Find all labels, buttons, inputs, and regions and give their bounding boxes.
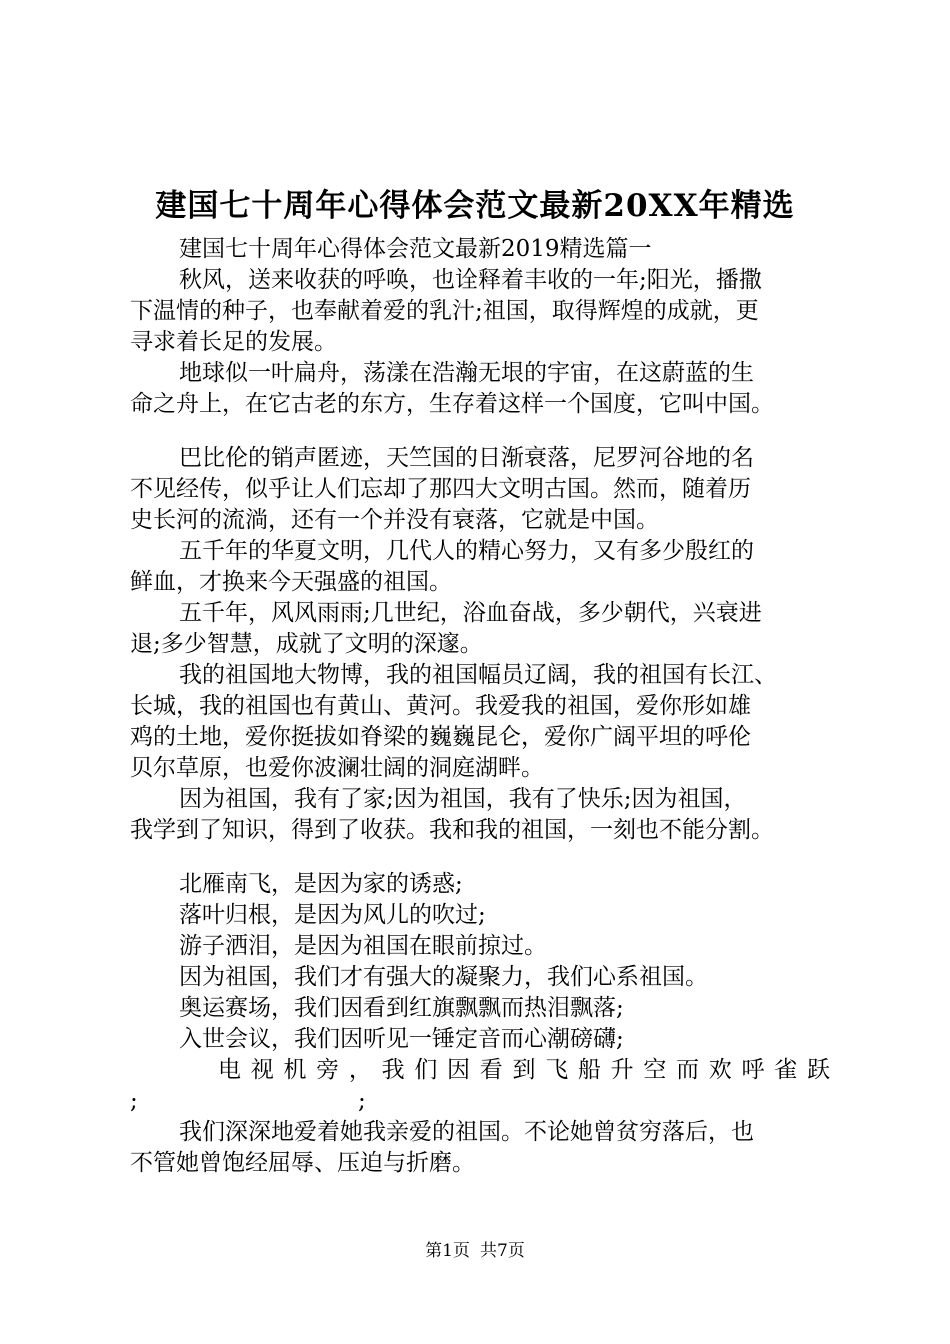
justified-char: 跃 xyxy=(806,1057,830,1083)
justified-char: 电 xyxy=(218,1057,241,1083)
justified-char: 我 xyxy=(381,1057,405,1083)
paragraph-line: 鸡的土地，爱你挺拔如脊梁的巍巍昆仑，爱你广阔平坦的呼伦 xyxy=(130,724,751,750)
paragraph-line: 寻求着长足的发展。 xyxy=(130,329,337,355)
semicolon: ; xyxy=(130,1088,138,1114)
justified-char: 看 xyxy=(479,1057,503,1083)
semicolon: ; xyxy=(358,1088,366,1114)
poem-line-justified xyxy=(130,1055,830,1086)
justified-char: 旁 xyxy=(316,1057,340,1083)
section-heading: 建国七十周年心得体会范文最新2019精选篇一 xyxy=(179,236,652,262)
paragraph-line: 五千年的华夏文明，几代人的精心努力，又有多少殷红的 xyxy=(179,538,754,564)
justified-char: 空 xyxy=(643,1057,667,1083)
paragraph-line: 退;多少智慧，成就了文明的深邃。 xyxy=(130,631,483,657)
justified-char: 欢 xyxy=(708,1057,732,1083)
paragraph-line: 地球似一叶扁舟，荡漾在浩瀚无垠的宇宙，在这蔚蓝的生 xyxy=(179,360,754,386)
paragraph-line: 巴比伦的销声匿迹，天竺国的日渐衰落，尼罗河谷地的名 xyxy=(179,445,754,471)
poem-line: 游子洒泪，是因为祖国在眼前掠过。 xyxy=(179,933,547,959)
justified-char: 雀 xyxy=(774,1057,798,1083)
justified-char: 升 xyxy=(610,1057,634,1083)
justified-char: 机 xyxy=(283,1057,307,1083)
paragraph-line: 命之舟上，在它古老的东方，生存着这样一个国度，它叫中国。 xyxy=(130,391,774,417)
paragraph-line: 史长河的流淌，还有一个并没有衰落，它就是中国。 xyxy=(130,507,659,533)
paragraph-line: 长城，我的祖国也有黄山、黄河。我爱我的祖国，爱你形如雄 xyxy=(130,693,751,719)
justified-char: 呼 xyxy=(741,1057,765,1083)
poem-line: 落叶归根，是因为风儿的吹过; xyxy=(179,902,486,928)
justified-char: 到 xyxy=(512,1057,536,1083)
paragraph-line: 五千年，风风雨雨;几世纪，浴血奋战，多少朝代，兴衰进 xyxy=(179,600,762,626)
paragraph-line: 秋风，送来收获的呼唤，也诠释着丰收的一年;阳光，播撒 xyxy=(179,267,762,293)
paragraph-line: 不见经传，似乎让人们忘却了那四大文明古国。然而，随着历 xyxy=(130,476,751,502)
justified-char: ， xyxy=(348,1057,372,1083)
poem-line: 因为祖国，我们才有强大的凝聚力，我们心系祖国。 xyxy=(179,964,708,990)
paragraph-line: 因为祖国，我有了家;因为祖国，我有了快乐;因为祖国， xyxy=(179,786,747,812)
page-footer xyxy=(0,1240,950,1262)
paragraph-line: 鲜血，才换来今天强盛的祖国。 xyxy=(130,569,452,595)
page-number: 第1页 xyxy=(425,1241,470,1261)
justified-char: 们 xyxy=(414,1057,438,1083)
justified-char: 船 xyxy=(577,1057,601,1083)
justified-char: 因 xyxy=(447,1057,471,1083)
poem-line: 奥运赛场，我们因看到红旗飘飘而热泪飘落; xyxy=(179,995,624,1021)
justified-char: 而 xyxy=(676,1057,700,1083)
justified-char: 飞 xyxy=(545,1057,569,1083)
justified-char: 视 xyxy=(250,1057,274,1083)
paragraph-line: 贝尔草原，也爱你波澜壮阔的洞庭湖畔。 xyxy=(130,755,544,781)
document-title: 建国七十周年心得体会范文最新20XX年精选 xyxy=(155,188,795,224)
page-total: 共7页 xyxy=(480,1241,525,1261)
paragraph-line: 下温情的种子，也奉献着爱的乳汁;祖国，取得辉煌的成就，更 xyxy=(130,298,759,324)
paragraph-line: 不管她曾饱经屈辱、压迫与折磨。 xyxy=(130,1150,475,1176)
paragraph-line: 我们深深地爱着她我亲爱的祖国。不论她曾贫穷落后，也 xyxy=(179,1119,754,1145)
poem-line: 入世会议，我们因听见一锤定音而心潮磅礴; xyxy=(179,1026,624,1052)
document-body xyxy=(130,234,830,1179)
semicolon-line xyxy=(130,1086,830,1117)
paragraph-line: 我学到了知识，得到了收获。我和我的祖国，一刻也不能分割。 xyxy=(130,817,774,843)
paragraph-line: 我的祖国地大物博，我的祖国幅员辽阔，我的祖国有长江、 xyxy=(179,662,777,688)
poem-line: 北雁南飞，是因为家的诱惑; xyxy=(179,871,463,897)
